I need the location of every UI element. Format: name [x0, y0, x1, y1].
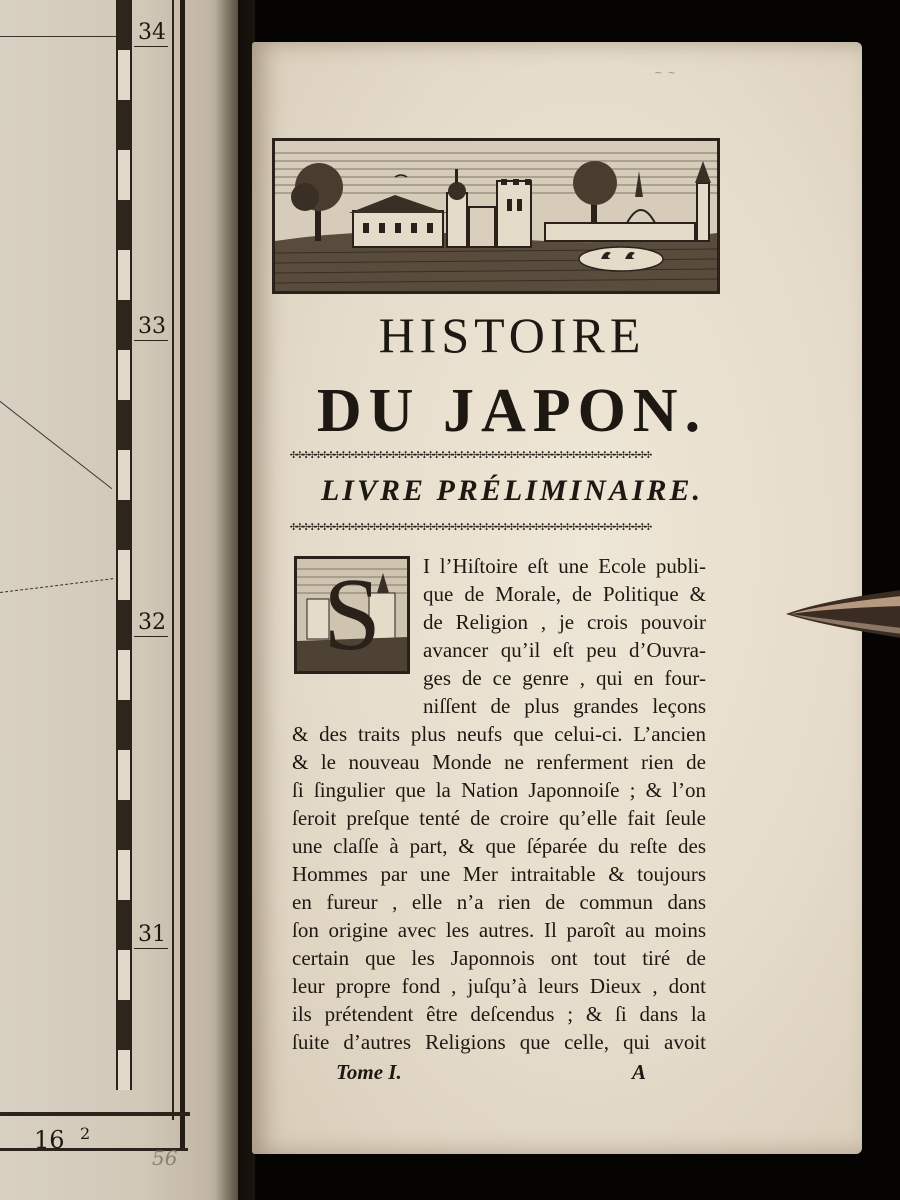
corner-number: 16	[34, 1126, 65, 1154]
body-line-2: que de Morale, de Politique &	[423, 582, 706, 606]
body-line-4: avancer qu’il eſt peu d’Ouvra-	[423, 638, 706, 662]
latitude-scale-bar	[116, 0, 132, 1090]
map-drawing	[0, 0, 116, 1130]
ornament-rule-top: ✣✣✣✣✣✣✣✣✣✣✣✣✣✣✣✣✣✣✣✣✣✣✣✣✣✣✣✣✣✣✣✣✣✣✣✣✣✣✣✣✣✣✣✣✣✣✣✣✣✣✣✣✣✣✣✣✣✣	[290, 448, 652, 460]
book-subtitle: LIVRE PRÉLIMINAIRE.	[320, 474, 704, 507]
body-line-16: leur propre fond , juſqu’à leurs Dieux , dont	[292, 974, 706, 998]
drop-cap-letter: S	[323, 557, 381, 672]
latitude-label-32: 32	[134, 608, 168, 637]
footer-signature-mark: A	[632, 1060, 647, 1084]
left-page-map	[0, 0, 238, 1200]
latitude-label-33: 33	[134, 312, 168, 341]
map-border-line	[0, 36, 116, 37]
body-line-9: ſi ſingulier que la Nation Japonnoiſe ; & l’on	[292, 778, 706, 802]
corner-small-number: 2	[80, 1124, 91, 1143]
body-line-5: ges de ce genre , qui en four-	[423, 666, 706, 690]
body-line-17: ils prétendent être deſcendus ; & ſi dans la	[292, 1002, 706, 1026]
book-gutter-shadow	[215, 0, 255, 1200]
body-line-6: niſſent de plus grandes leçons	[423, 694, 706, 718]
map-frame-outer	[180, 0, 193, 1150]
body-line-18: ſuite d’autres Religions que celle, qui avoit	[292, 1030, 706, 1054]
body-line-12: Hommes par une Mer intraitable & toujours	[292, 862, 706, 886]
decorated-drop-cap	[294, 556, 410, 674]
body-line-1: I l’Hiſtoire eſt une Ecole publi-	[423, 554, 706, 578]
page-pointer-tool	[784, 582, 900, 644]
woodcut-vignette	[272, 138, 720, 294]
faint-page-mark: 56	[152, 1146, 178, 1170]
body-line-3: de Religion , je crois pouvoir	[423, 610, 706, 634]
body-line-14: ſon origine avec les autres. Il paroît au moins	[292, 918, 706, 942]
book-title-line2: DU JAPON.	[316, 377, 708, 445]
ornament-rule-bottom: ✣✣✣✣✣✣✣✣✣✣✣✣✣✣✣✣✣✣✣✣✣✣✣✣✣✣✣✣✣✣✣✣✣✣✣✣✣✣✣✣✣✣✣✣✣✣✣✣✣✣✣✣✣✣✣✣✣✣	[290, 520, 652, 532]
map-frame-inner	[132, 0, 174, 1120]
book-title-line1: HISTOIRE	[378, 307, 646, 363]
body-line-13: en fureur , elle n’a rien de commun dans	[292, 890, 706, 914]
body-line-15: certain que les Japonnois ont tout tiré de	[292, 946, 706, 970]
body-line-7: & des traits plus neufs que celui-ci. L’ancien	[292, 722, 706, 746]
footer-volume-label: Tome I.	[336, 1060, 402, 1084]
map-dashed-line	[0, 578, 113, 593]
body-line-11: une claſſe à part, & que ſéparée du reſte des	[292, 834, 706, 858]
map-diagonal-line	[0, 396, 112, 489]
latitude-label-34: 34	[134, 18, 168, 47]
body-line-10: ſeroit preſque tenté de croire qu’elle fait ſeule	[292, 806, 706, 830]
map-frame-bottom	[0, 1112, 190, 1116]
latitude-label-31: 31	[134, 920, 168, 949]
page-corner-mark: ~ ~	[654, 68, 677, 79]
body-line-8: & le nouveau Monde ne renferment rien de	[292, 750, 706, 774]
